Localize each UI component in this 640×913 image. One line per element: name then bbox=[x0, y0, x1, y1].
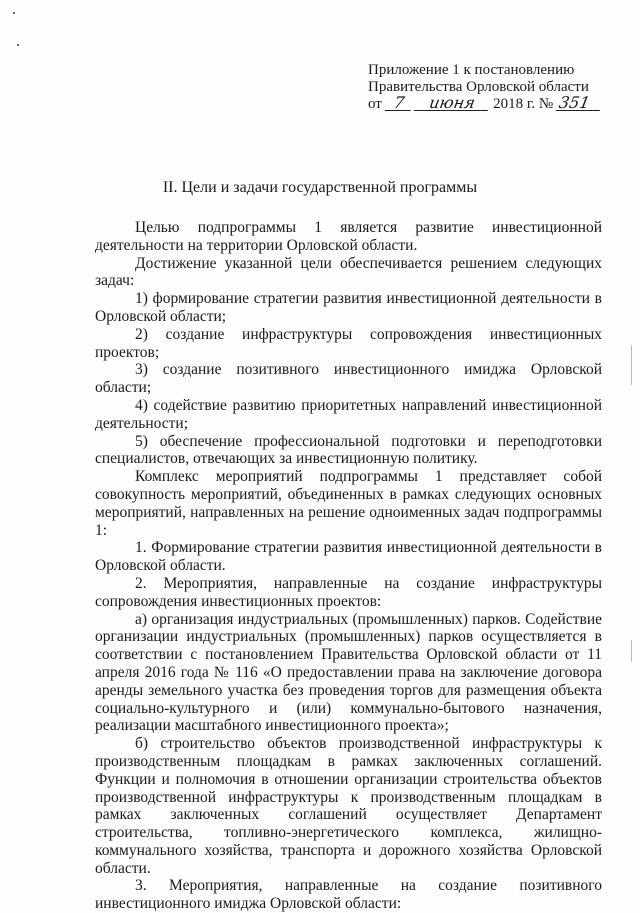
date-month-handwritten: июня bbox=[414, 96, 491, 111]
date-prefix: от bbox=[368, 96, 382, 112]
paragraph: 3. Мероприятия, направленные на создание позитивного инвестиционного имиджа Орловской области: bbox=[95, 877, 602, 913]
date-year: 2018 г. № bbox=[493, 96, 554, 112]
scan-speck-2 bbox=[17, 44, 19, 46]
paragraph: Комплекс мероприятий подпрограммы 1 представляет собой совокупность мероприятий, объединенных в рамках следующих основных мероприятий, направленных на решение одноименных задач подпрограммы 1: bbox=[95, 468, 602, 539]
paragraph: Достижение указанной цели обеспечивается решением следующих задач: bbox=[95, 254, 602, 290]
document-body bbox=[95, 219, 602, 913]
header-line-2: Правительства Орловской области bbox=[368, 79, 589, 95]
paragraph: 5) обеспечение профессиональной подготовки и переподготовки специалистов, отвечающих за инвестиционную политику. bbox=[95, 432, 602, 468]
scan-edge-mark bbox=[631, 345, 632, 385]
header-date-line bbox=[368, 93, 618, 113]
paragraph: 4) содействие развитию приоритетных направлений инвестиционной деятельности; bbox=[95, 396, 602, 432]
date-day-handwritten: 7 bbox=[384, 96, 413, 111]
paragraph: 3) создание позитивного инвестиционного имиджа Орловской области; bbox=[95, 361, 602, 397]
paragraph: 2. Мероприятия, направленные на создание инфраструктуры сопровождения инвестиционных проектов: bbox=[95, 574, 602, 610]
paragraph: а) организация индустриальных (промышленных) парков. Содействие организации индустриальных (промышленных) парков осуществляется в соответствии с постановлением Правительства Орловской области от 11 апреля 2016 года № 116 «О предоставлении права на заключение договора аренды земельного участка без проведения торгов для размещения объекта социально-культурного и (или) коммунально-бытового назначения, реализации масштабного инвестиционного проекта»; bbox=[95, 610, 602, 735]
header-line-1: Приложение 1 к постановлению bbox=[368, 62, 575, 78]
paragraph: б) строительство объектов производственной инфраструктуры к производственным площадкам в рамках заключенных соглашений. Функции и полномочия в отношении организации строительства объектов производственной инфраструктуры к производственным площадкам в рамках заключенных соглашений осуществляет Департамент строительства, топливно-энергетического комплекса, жилищно-коммунального хозяйства, транспорта и дорожного хозяйства Орловской области. bbox=[95, 735, 602, 877]
doc-number-handwritten: 351 bbox=[556, 96, 603, 111]
paragraph: 2) создание инфраструктуры сопровождения инвестиционных проектов; bbox=[95, 325, 602, 361]
appendix-header bbox=[368, 62, 618, 113]
paragraph: Целью подпрограммы 1 является развитие инвестиционной деятельности на территории Орловской области. bbox=[95, 219, 602, 254]
scan-speck-1 bbox=[13, 12, 15, 14]
scan-edge-mark-2 bbox=[631, 640, 632, 662]
section-title: II. Цели и задачи государственной программы bbox=[162, 179, 478, 196]
paragraph: 1. Формирование стратегии развития инвестиционной деятельности в Орловской области. bbox=[95, 539, 602, 575]
paragraph: 1) формирование стратегии развития инвестиционной деятельности в Орловской области; bbox=[95, 290, 602, 325]
